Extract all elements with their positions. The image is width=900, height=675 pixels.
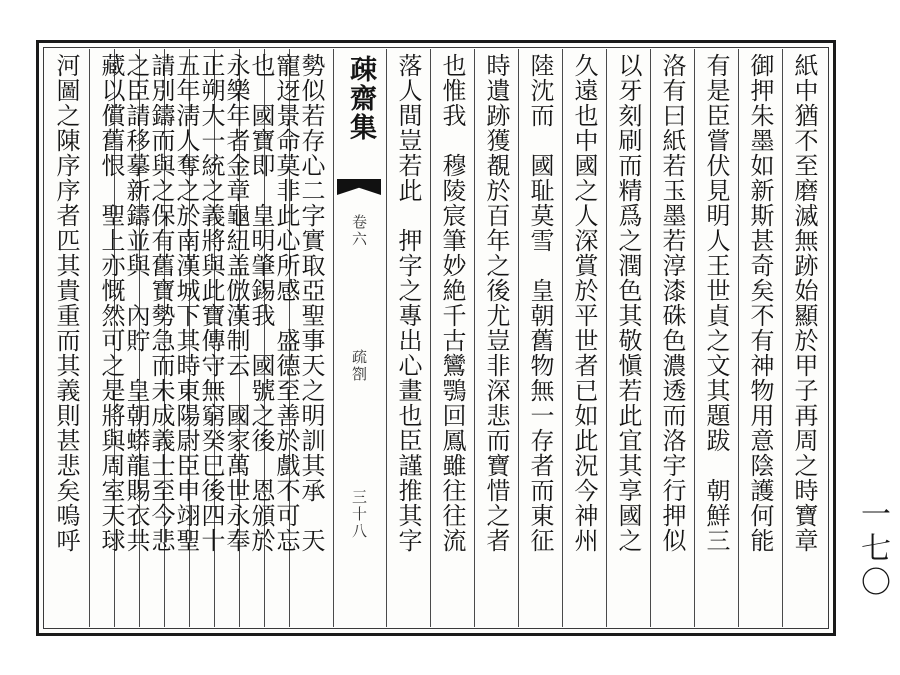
text-column: 正朔大一統之義將與此寶傳守無窮癸巳後四十	[197, 53, 225, 553]
column-rule	[89, 49, 90, 627]
fish-tail-ornament	[337, 179, 381, 195]
text-column: 五年淸人奪之於南漢城下其時東陽尉臣申翊聖	[172, 53, 200, 553]
text-column: 有是臣嘗伏見明人王世貞之文其題跋 朝鮮三	[702, 53, 730, 553]
text-column: 以牙刻刷而精爲之潤色其敬愼若此宜其享國之	[614, 53, 642, 553]
text-column: 寵迓景命莫非此心所感 盛德至善於戲不可忘	[272, 53, 300, 553]
text-column: 洛有曰紙若玉墨若淳漆硃色濃透而洛宇行押似	[658, 53, 686, 553]
leaf-number: 三十八	[350, 489, 368, 540]
text-column: 請別鑄而與之保有舊寶勢急而未成義士至今悲	[147, 53, 175, 553]
page-number: 一七〇	[855, 498, 890, 600]
text-column: 勢似若存心二字實取亞聖事天之明訓其承 天	[297, 53, 325, 553]
text-column: 之臣請移摹新鑄並與 內貯 皇朝蟒龍賜衣共	[122, 53, 150, 553]
column-rule	[782, 49, 783, 627]
column-rule	[562, 49, 563, 627]
column-rule	[430, 49, 431, 627]
text-column: 久遠也中國之人深賞於平世者已如此況今神州	[570, 53, 598, 553]
column-rule	[650, 49, 651, 627]
column-rule	[738, 49, 739, 627]
text-column: 也惟我 穆陵宸筆妙絶千古鸞鶚回鳳雖往往流	[438, 53, 466, 553]
text-column: 紙中猶不至磨滅無跡始顯於甲子再周之時寶章	[790, 53, 818, 553]
text-column: 陸沈而 國耻莫雪 皇朝舊物無一存者而東征	[526, 53, 554, 553]
text-column: 落人間豈若此 押字之專出心畫也臣謹推其字	[394, 53, 422, 553]
text-column: 御押朱墨如新斯甚奇矣不有神物用意陰護何能	[746, 53, 774, 553]
text-column: 藏以償舊恨 聖上亦慨然可之是將與周室天球	[97, 53, 125, 553]
text-column: 時遺跡獲覩於百年之後尤豈非深悲而寶惜之者	[482, 53, 510, 553]
column-rule	[333, 49, 334, 627]
text-column: 也 國寶即 皇明肇錫我 國號之後 恩頒於	[247, 53, 275, 553]
text-column: 永樂年者金章龜紐盖倣漢制云 國家萬世永奉	[222, 53, 250, 553]
volume-label: 卷六	[350, 214, 368, 248]
column-rule	[386, 49, 387, 627]
column-rule	[606, 49, 607, 627]
book-title: 疎齋集	[345, 55, 376, 142]
column-rule	[694, 49, 695, 627]
column-rule	[474, 49, 475, 627]
column-rule	[518, 49, 519, 627]
section-label: 疏劄	[350, 349, 368, 383]
center-fold	[334, 49, 384, 627]
page-frame	[36, 40, 836, 636]
text-column: 河圖之陳序序者匹其貴重而其義則甚悲矣嗚呼	[52, 53, 80, 553]
